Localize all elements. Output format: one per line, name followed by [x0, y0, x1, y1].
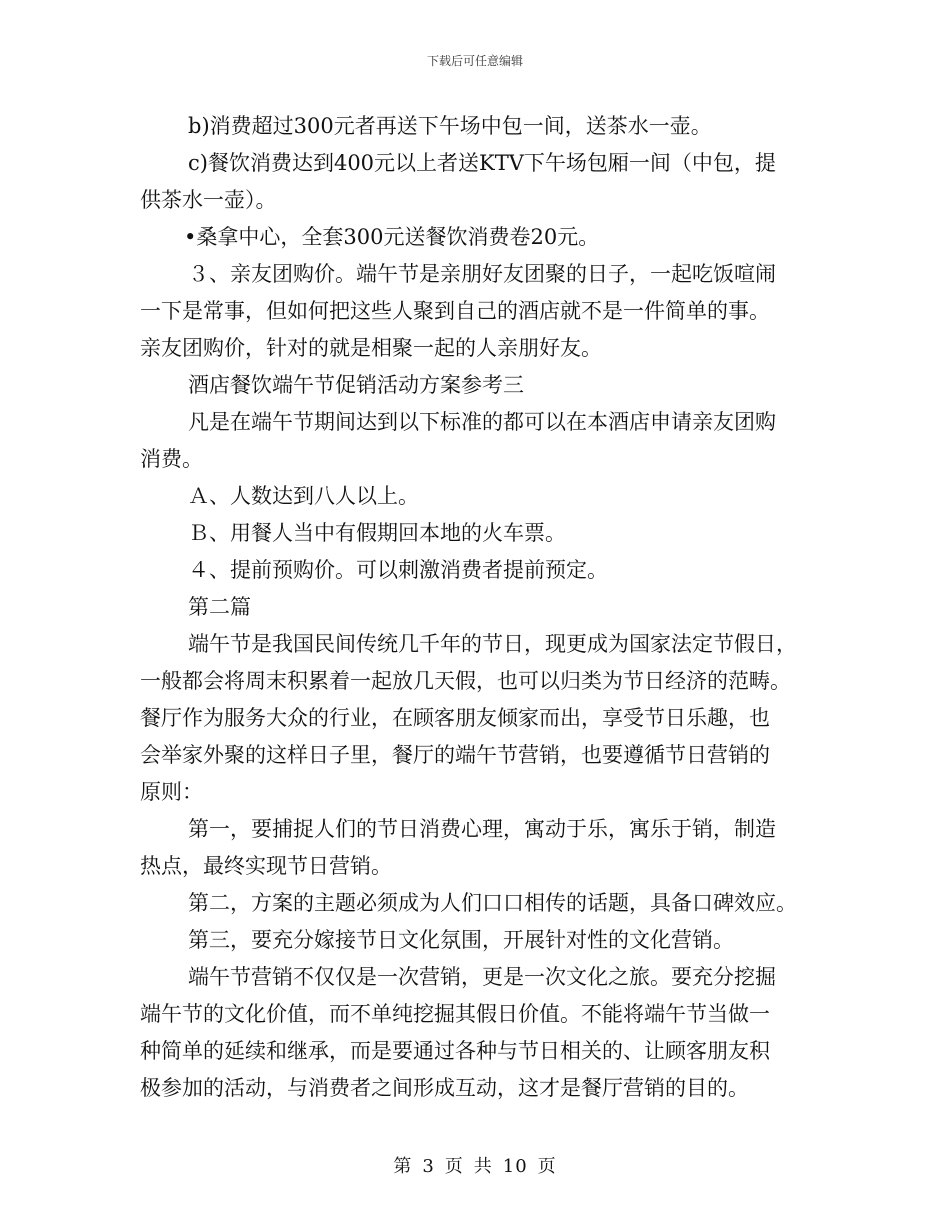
footer-prefix: 第 — [393, 1156, 413, 1177]
list-item: Ｂ、用餐人当中有假期回本地的火车票。 — [188, 521, 566, 545]
document-body — [140, 108, 820, 1107]
paragraph-line: 种简单的延续和继承，而是要通过各种与节日相关的、让顾客朋友积 — [140, 1039, 770, 1063]
footer-total-word: 共 — [473, 1156, 493, 1177]
paragraph-line: ３、亲友团购价。端午节是亲朋好友团聚的日子，一起吃饭喧闹 — [188, 262, 776, 286]
paragraph-line: 热点，最终实现节日营销。 — [140, 854, 392, 878]
paragraph-line: 第一，要捕捉人们的节日消费心理，寓动于乐，寓乐于销，制造 — [188, 817, 776, 841]
list-item: ４、提前预购价。可以刺激消费者提前预定。 — [188, 558, 608, 582]
paragraph-line: 一般都会将周末积累着一起放几天假，也可以归类为节日经济的范畴。 — [140, 669, 791, 693]
paragraph-line: 凡是在端午节期间达到以下标准的都可以在本酒店申请亲友团购 — [188, 410, 776, 434]
paragraph-line: b)消费超过300元者再送下午场中包一间，送茶水一壶。 — [188, 114, 712, 138]
footer-page-word: 页 — [444, 1156, 464, 1177]
paragraph-line: 一下是常事，但如何把这些人聚到自己的酒店就不是一件简单的事。 — [140, 299, 770, 323]
current-page-number: 3 — [422, 1156, 435, 1177]
paragraph-line: 极参加的活动，与消费者之间形成互动，这才是餐厅营销的目的。 — [140, 1076, 749, 1100]
list-item: Ａ、人数达到八人以上。 — [188, 484, 419, 508]
paragraph-line: 亲友团购价，针对的就是相聚一起的人亲朋好友。 — [140, 336, 602, 360]
paragraph-line: c)餐饮消费达到400元以上者送KTV下午场包厢一间（中包，提 — [188, 151, 776, 175]
paragraph-line: 原则： — [140, 780, 203, 804]
chapter-heading: 第二篇 — [188, 595, 251, 619]
paragraph-line: 第三，要充分嫁接节日文化氛围，开展针对性的文化营销。 — [188, 928, 734, 952]
page-header: 下载后可任意编辑 — [426, 54, 523, 68]
page-footer — [0, 1152, 950, 1178]
footer-suffix: 页 — [537, 1156, 557, 1177]
paragraph-line: 供茶水一壶）。 — [140, 188, 277, 212]
paragraph-line: 端午节的文化价值，而不单纯挖掘其假日价值。不能将端午节当做一 — [140, 1002, 770, 1026]
paragraph-line: 消费。 — [140, 447, 203, 471]
section-heading: 酒店餐饮端午节促销活动方案参考三 — [188, 373, 524, 397]
bullet-line: •桑拿中心，全套300元送餐饮消费卷20元。 — [184, 225, 600, 249]
paragraph-line: 端午节营销不仅仅是一次营销，更是一次文化之旅。要充分挖掘 — [188, 965, 776, 989]
paragraph-line: 餐厅作为服务大众的行业，在顾客朋友倾家而出，享受节日乐趣，也 — [140, 706, 770, 730]
paragraph-line: 会举家外聚的这样日子里，餐厅的端午节营销，也要遵循节日营销的 — [140, 743, 770, 767]
paragraph-line: 第二，方案的主题必须成为人们口口相传的话题，具备口碑效应。 — [188, 891, 797, 915]
total-pages-number: 10 — [502, 1156, 528, 1177]
paragraph-line: 端午节是我国民间传统几千年的节日，现更成为国家法定节假日， — [188, 632, 797, 656]
